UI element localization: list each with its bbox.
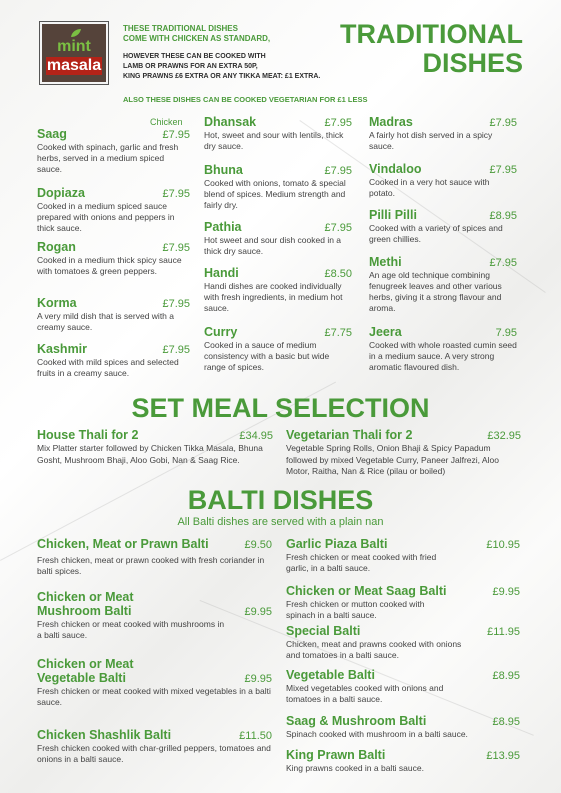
dish-name: Korma [37, 296, 77, 310]
intro-line: COME WITH CHICKEN AS STANDARD, [123, 34, 271, 43]
dish-description: Cooked with a variety of spices and green chillies. [369, 223, 503, 244]
dish-item [37, 240, 190, 277]
dish-item [204, 163, 352, 211]
dish-description: Cooked in a medium thick spicy sauce with tomatoes & green peppers. [37, 255, 182, 276]
dish-item [369, 325, 517, 373]
dish-price: £7.75 [324, 327, 352, 339]
dish-price: £7.95 [162, 344, 190, 356]
balti-title: BALTI DISHES [187, 485, 374, 515]
dish-name: Pilli Pilli [369, 208, 417, 222]
intro-line: THESE TRADITIONAL DISHES [123, 24, 238, 33]
dish-description: Cooked with onions, tomato & special blend of spices. Medium strength and fairly dry. [204, 178, 346, 210]
dish-item [37, 342, 190, 379]
intro-vegetarian: ALSO THESE DISHES CAN BE COOKED VEGETARIAN FOR £1 LESS [123, 95, 368, 104]
dish-description: A very mild dish that is served with a creamy sauce. [37, 311, 175, 332]
leaf-icon [70, 28, 82, 38]
dish-description: Cooked with mild spices and selected fruits in a creamy sauce. [37, 357, 179, 378]
dish-description: Hot, sweet and sour with lentils, thick dry sauce. [204, 130, 344, 151]
dish-item [37, 186, 190, 234]
set-meal-title: SET MEAL SELECTION [131, 393, 430, 423]
dish-name: Bhuna [204, 163, 243, 177]
dish-name: Chicken or Meat Vegetable Balti [37, 657, 134, 685]
dish-item [204, 266, 352, 314]
dish-name: Special Balti [286, 624, 361, 638]
dish-price: £9.95 [244, 673, 272, 685]
dish-description: Fresh chicken, meat or prawn cooked with fresh coriander in balti spices. [37, 555, 265, 576]
dish-price: £34.95 [239, 430, 273, 442]
intro-standard [123, 24, 363, 44]
intro-line: KING PRAWNS £6 EXTRA OR ANY TIKKA MEAT: £1 EXTRA. [123, 73, 321, 80]
dish-name: Kashmir [37, 342, 88, 356]
set-meal-item [286, 428, 521, 478]
set-meal-item [37, 428, 273, 466]
dish-item [37, 296, 190, 333]
intro-line: HOWEVER THESE CAN BE COOKED WITH [123, 53, 266, 60]
dish-name: Vegetable Balti [286, 668, 375, 682]
title-line: DISHES [422, 48, 523, 78]
dish-description: Cooked in a medium spiced sauce prepared with onions and peppers in thick sauce. [37, 201, 175, 233]
dish-name: Methi [369, 255, 402, 269]
dish-name: Chicken or Meat Mushroom Balti [37, 590, 134, 618]
dish-description: Cooked with whole roasted cumin seed in a medium sauce. A very strong aromatic flavoured dish. [369, 340, 517, 372]
dish-price: £11.95 [487, 626, 520, 638]
dish-description: Hot sweet and sour dish cooked in a thick dry sauce. [204, 235, 342, 256]
dish-price: £9.95 [244, 606, 272, 618]
dish-description: Spinach cooked with mushroom in a balti sauce. [286, 729, 468, 739]
dish-description: Chicken, meat and prawns cooked with onions and tomatoes in a balti sauce. [286, 639, 462, 660]
chicken-price-label: Chicken [150, 117, 183, 127]
dish-price: £7.95 [489, 257, 517, 269]
dish-description: Cooked with spinach, garlic and fresh herbs, served in a medium spiced sauce. [37, 142, 179, 174]
dish-price: £8.50 [324, 268, 352, 280]
dish-name: Handi [204, 266, 239, 280]
title-line: TRADITIONAL [340, 19, 523, 49]
balti-item [37, 537, 272, 577]
dish-name: Pathia [204, 220, 242, 234]
dish-description: Fresh chicken or mutton cooked with spinach in a balti sauce. [286, 599, 425, 620]
dish-item [204, 115, 352, 152]
balti-item [37, 657, 272, 708]
dish-price: £7.95 [162, 242, 190, 254]
dish-price: £8.95 [492, 670, 520, 682]
dish-name: Vindaloo [369, 162, 422, 176]
dish-price: £10.95 [486, 539, 520, 551]
dish-description: An age old technique combining fenugreek leaves and other various herbs, giving it a strong flavour and aroma. [369, 270, 502, 313]
dish-name: Rogan [37, 240, 76, 254]
dish-price: £7.95 [324, 117, 352, 129]
dish-price: £7.95 [162, 298, 190, 310]
dish-description: A fairly hot dish served in a spicy sauce. [369, 130, 493, 151]
dish-name: Dopiaza [37, 186, 85, 200]
dish-item [369, 208, 517, 245]
dish-name: Saag & Mushroom Balti [286, 714, 427, 728]
dish-name: Chicken Shashlik Balti [37, 728, 172, 742]
dish-description: King prawns cooked in a balti sauce. [286, 763, 424, 773]
dish-price: £7.95 [489, 164, 517, 176]
dish-price: £8.95 [489, 210, 517, 222]
logo-mint-text: mint [57, 38, 91, 55]
intro-extras [123, 52, 363, 82]
dish-price: £7.95 [324, 222, 352, 234]
dish-price: 7.95 [495, 327, 517, 339]
dish-price: £7.95 [162, 188, 190, 200]
balti-item [286, 714, 520, 740]
dish-price: £9.50 [244, 539, 272, 551]
balti-subtitle: All Balti dishes are served with a plain nan [177, 516, 384, 528]
balti-item [286, 668, 520, 705]
dish-description: Cooked in a very hot sauce with potato. [369, 177, 490, 198]
dish-name: Saag [37, 127, 67, 141]
dish-description: Cooked in a sauce of medium consistency with a basic but wide range of spices. [204, 340, 330, 372]
dish-description: Mixed vegetables cooked with onions and tomatoes in a balti sauce. [286, 683, 444, 704]
dish-name: Chicken or Meat Saag Balti [286, 584, 447, 598]
dish-price: £7.95 [324, 165, 352, 177]
dish-description: Fresh chicken cooked with char-grilled peppers, tomatoes and onions in a balti sauce. [37, 743, 271, 764]
logo-masala-text: masala [46, 57, 102, 74]
dish-description: Fresh chicken or meat cooked with fried garlic, in a balti sauce. [286, 552, 437, 573]
dish-description: Handi dishes are cooked individually with fresh ingredients, in medium hot sauce. [204, 281, 343, 313]
dish-name: Curry [204, 325, 238, 339]
dish-price: £7.95 [162, 129, 190, 141]
dish-description: Fresh chicken or meat cooked with mushrooms in a balti sauce. [37, 619, 225, 640]
dish-price: £32.95 [487, 430, 521, 442]
dish-name: King Prawn Balti [286, 748, 386, 762]
dish-name: Chicken, Meat or Prawn Balti [37, 537, 209, 551]
dish-price: £7.95 [489, 117, 517, 129]
dish-name: Dhansak [204, 115, 257, 129]
balti-item [286, 748, 520, 774]
dish-description: Fresh chicken or meat cooked with mixed vegetables in a balti sauce. [37, 686, 271, 707]
dish-description: Vegetable Spring Rolls, Onion Bhaji & Spicy Papadum followed by mixed Vegetable Curry, Paneer Jalfrezi, Aloo Motor, Raitha, Nan & Rice (pilau or boiled) [286, 443, 499, 476]
dish-description: Mix Platter starter followed by Chicken Tikka Masala, Bhuna Gosht, Mushroom Bhaji, Aloo Gobi, Nan & Saag Rice. [37, 443, 263, 465]
dish-name: Jeera [369, 325, 402, 339]
dish-name: Garlic Piaza Balti [286, 537, 388, 551]
balti-item [37, 590, 272, 641]
intro-line: LAMB OR PRAWNS FOR AN EXTRA 50P, [123, 63, 258, 70]
dish-price: £9.95 [492, 586, 520, 598]
dish-item [204, 220, 352, 257]
traditional-dishes-title [340, 20, 523, 78]
dish-price: £13.95 [486, 750, 520, 762]
dish-price: £11.50 [239, 730, 272, 742]
balti-item [37, 728, 272, 765]
dish-name: Madras [369, 115, 413, 129]
dish-item [369, 162, 517, 199]
dish-name: Vegetarian Thali for 2 [286, 428, 413, 442]
logo [40, 22, 108, 84]
balti-item [286, 584, 520, 621]
dish-item [37, 127, 190, 175]
balti-item [286, 624, 520, 661]
dish-price: £8.95 [492, 716, 520, 728]
balti-item [286, 537, 520, 574]
dish-name: House Thali for 2 [37, 428, 139, 442]
dish-item [369, 115, 517, 152]
dish-item [369, 255, 517, 314]
dish-item [204, 325, 352, 373]
